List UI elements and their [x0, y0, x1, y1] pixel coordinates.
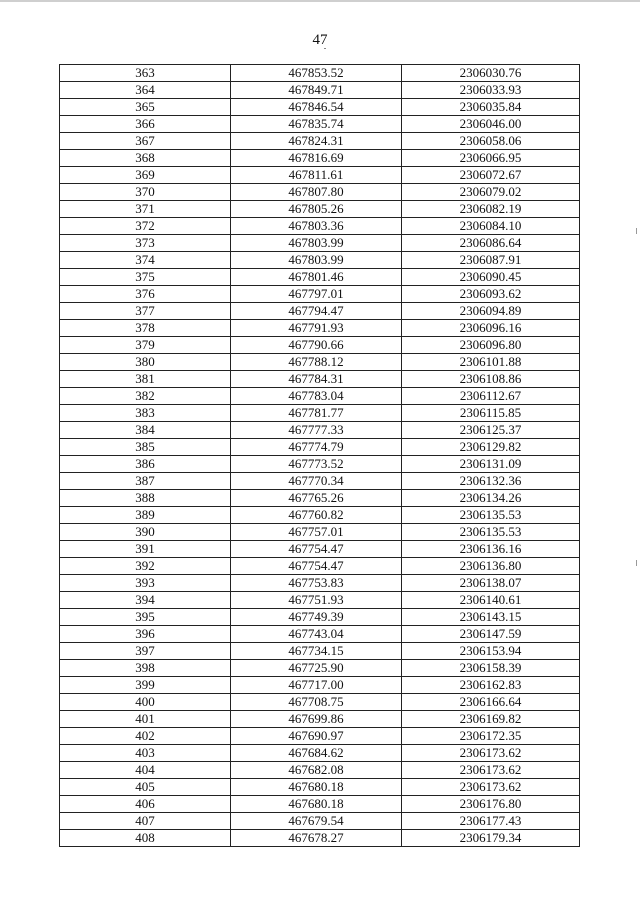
table-row	[60, 252, 580, 269]
y-coordinate-cell: 2306066.95	[402, 150, 580, 167]
point-number-cell: 397	[60, 643, 231, 660]
table-row	[60, 473, 580, 490]
y-coordinate-cell: 2306072.67	[402, 167, 580, 184]
table-row	[60, 354, 580, 371]
point-number-cell: 389	[60, 507, 231, 524]
y-coordinate-cell: 2306033.93	[402, 82, 580, 99]
x-coordinate-cell: 467774.79	[231, 439, 402, 456]
table-row	[60, 762, 580, 779]
table-row	[60, 388, 580, 405]
y-coordinate-cell: 2306169.82	[402, 711, 580, 728]
table-row	[60, 711, 580, 728]
point-number-cell: 380	[60, 354, 231, 371]
y-coordinate-cell: 2306173.62	[402, 762, 580, 779]
x-coordinate-cell: 467784.31	[231, 371, 402, 388]
x-coordinate-cell: 467751.93	[231, 592, 402, 609]
y-coordinate-cell: 2306134.26	[402, 490, 580, 507]
y-coordinate-cell: 2306094.89	[402, 303, 580, 320]
x-coordinate-cell: 467807.80	[231, 184, 402, 201]
y-coordinate-cell: 2306135.53	[402, 507, 580, 524]
table-row	[60, 626, 580, 643]
point-number-cell: 377	[60, 303, 231, 320]
y-coordinate-cell: 2306173.62	[402, 745, 580, 762]
table-row	[60, 830, 580, 847]
point-number-cell: 384	[60, 422, 231, 439]
table-row	[60, 592, 580, 609]
y-coordinate-cell: 2306101.88	[402, 354, 580, 371]
table-row	[60, 558, 580, 575]
x-coordinate-cell: 467678.27	[231, 830, 402, 847]
point-number-cell: 395	[60, 609, 231, 626]
x-coordinate-cell: 467699.86	[231, 711, 402, 728]
point-number-cell: 393	[60, 575, 231, 592]
y-coordinate-cell: 2306179.34	[402, 830, 580, 847]
x-coordinate-cell: 467749.39	[231, 609, 402, 626]
x-coordinate-cell: 467734.15	[231, 643, 402, 660]
x-coordinate-cell: 467757.01	[231, 524, 402, 541]
point-number-cell: 363	[60, 65, 231, 82]
table-row	[60, 133, 580, 150]
y-coordinate-cell: 2306129.82	[402, 439, 580, 456]
scan-edge-mark	[636, 228, 637, 234]
table-row	[60, 167, 580, 184]
point-number-cell: 376	[60, 286, 231, 303]
table-row	[60, 82, 580, 99]
x-coordinate-cell: 467803.99	[231, 235, 402, 252]
table-row	[60, 541, 580, 558]
table-row	[60, 490, 580, 507]
y-coordinate-cell: 2306147.59	[402, 626, 580, 643]
point-number-cell: 378	[60, 320, 231, 337]
point-number-cell: 400	[60, 694, 231, 711]
table-row	[60, 660, 580, 677]
table-row	[60, 116, 580, 133]
y-coordinate-cell: 2306046.00	[402, 116, 580, 133]
x-coordinate-cell: 467754.47	[231, 541, 402, 558]
coordinate-table-body	[60, 65, 580, 847]
x-coordinate-cell: 467783.04	[231, 388, 402, 405]
point-number-cell: 396	[60, 626, 231, 643]
y-coordinate-cell: 2306058.06	[402, 133, 580, 150]
y-coordinate-cell: 2306112.67	[402, 388, 580, 405]
point-number-cell: 379	[60, 337, 231, 354]
x-coordinate-cell: 467684.62	[231, 745, 402, 762]
table-row	[60, 337, 580, 354]
point-number-cell: 375	[60, 269, 231, 286]
point-number-cell: 392	[60, 558, 231, 575]
x-coordinate-cell: 467717.00	[231, 677, 402, 694]
table-row	[60, 65, 580, 82]
y-coordinate-cell: 2306131.09	[402, 456, 580, 473]
x-coordinate-cell: 467708.75	[231, 694, 402, 711]
table-row	[60, 745, 580, 762]
top-edge-line	[0, 0, 640, 2]
point-number-cell: 388	[60, 490, 231, 507]
x-coordinate-cell: 467725.90	[231, 660, 402, 677]
point-number-cell: 406	[60, 796, 231, 813]
x-coordinate-cell: 467777.33	[231, 422, 402, 439]
x-coordinate-cell: 467770.34	[231, 473, 402, 490]
point-number-cell: 401	[60, 711, 231, 728]
table-row	[60, 99, 580, 116]
point-number-cell: 405	[60, 779, 231, 796]
point-number-cell: 402	[60, 728, 231, 745]
y-coordinate-cell: 2306082.19	[402, 201, 580, 218]
page-number: 47	[312, 32, 328, 48]
x-coordinate-cell: 467846.54	[231, 99, 402, 116]
table-row	[60, 269, 580, 286]
point-number-cell: 398	[60, 660, 231, 677]
table-row	[60, 286, 580, 303]
x-coordinate-cell: 467679.54	[231, 813, 402, 830]
x-coordinate-cell: 467682.08	[231, 762, 402, 779]
table-row	[60, 405, 580, 422]
y-coordinate-cell: 2306132.36	[402, 473, 580, 490]
y-coordinate-cell: 2306096.80	[402, 337, 580, 354]
x-coordinate-cell: 467805.26	[231, 201, 402, 218]
point-number-cell: 366	[60, 116, 231, 133]
x-coordinate-cell: 467790.66	[231, 337, 402, 354]
x-coordinate-cell: 467690.97	[231, 728, 402, 745]
point-number-cell: 373	[60, 235, 231, 252]
coordinate-table	[59, 64, 580, 847]
x-coordinate-cell: 467835.74	[231, 116, 402, 133]
y-coordinate-cell: 2306125.37	[402, 422, 580, 439]
y-coordinate-cell: 2306176.80	[402, 796, 580, 813]
scan-speck	[324, 48, 326, 49]
y-coordinate-cell: 2306136.80	[402, 558, 580, 575]
point-number-cell: 365	[60, 99, 231, 116]
x-coordinate-cell: 467788.12	[231, 354, 402, 371]
table-row	[60, 303, 580, 320]
table-row	[60, 320, 580, 337]
x-coordinate-cell: 467773.52	[231, 456, 402, 473]
table-row	[60, 677, 580, 694]
table-row	[60, 779, 580, 796]
y-coordinate-cell: 2306162.83	[402, 677, 580, 694]
y-coordinate-cell: 2306084.10	[402, 218, 580, 235]
y-coordinate-cell: 2306173.62	[402, 779, 580, 796]
scan-edge-mark	[636, 560, 637, 566]
table-row	[60, 524, 580, 541]
y-coordinate-cell: 2306093.62	[402, 286, 580, 303]
y-coordinate-cell: 2306135.53	[402, 524, 580, 541]
table-row	[60, 813, 580, 830]
y-coordinate-cell: 2306166.64	[402, 694, 580, 711]
table-row	[60, 218, 580, 235]
x-coordinate-cell: 467680.18	[231, 779, 402, 796]
x-coordinate-cell: 467753.83	[231, 575, 402, 592]
point-number-cell: 382	[60, 388, 231, 405]
y-coordinate-cell: 2306138.07	[402, 575, 580, 592]
point-number-cell: 372	[60, 218, 231, 235]
point-number-cell: 407	[60, 813, 231, 830]
x-coordinate-cell: 467797.01	[231, 286, 402, 303]
y-coordinate-cell: 2306096.16	[402, 320, 580, 337]
table-row	[60, 371, 580, 388]
point-number-cell: 381	[60, 371, 231, 388]
point-number-cell: 394	[60, 592, 231, 609]
table-row	[60, 609, 580, 626]
x-coordinate-cell: 467803.99	[231, 252, 402, 269]
point-number-cell: 399	[60, 677, 231, 694]
y-coordinate-cell: 2306090.45	[402, 269, 580, 286]
point-number-cell: 408	[60, 830, 231, 847]
y-coordinate-cell: 2306030.76	[402, 65, 580, 82]
y-coordinate-cell: 2306136.16	[402, 541, 580, 558]
table-row	[60, 796, 580, 813]
x-coordinate-cell: 467811.61	[231, 167, 402, 184]
x-coordinate-cell: 467803.36	[231, 218, 402, 235]
x-coordinate-cell: 467853.52	[231, 65, 402, 82]
x-coordinate-cell: 467765.26	[231, 490, 402, 507]
y-coordinate-cell: 2306140.61	[402, 592, 580, 609]
point-number-cell: 369	[60, 167, 231, 184]
table-row	[60, 507, 580, 524]
table-row	[60, 184, 580, 201]
point-number-cell: 368	[60, 150, 231, 167]
table-row	[60, 575, 580, 592]
y-coordinate-cell: 2306158.39	[402, 660, 580, 677]
point-number-cell: 403	[60, 745, 231, 762]
y-coordinate-cell: 2306035.84	[402, 99, 580, 116]
point-number-cell: 370	[60, 184, 231, 201]
y-coordinate-cell: 2306108.86	[402, 371, 580, 388]
x-coordinate-cell: 467754.47	[231, 558, 402, 575]
table-row	[60, 643, 580, 660]
point-number-cell: 404	[60, 762, 231, 779]
point-number-cell: 371	[60, 201, 231, 218]
point-number-cell: 383	[60, 405, 231, 422]
table-row	[60, 694, 580, 711]
x-coordinate-cell: 467794.47	[231, 303, 402, 320]
table-row	[60, 235, 580, 252]
y-coordinate-cell: 2306143.15	[402, 609, 580, 626]
point-number-cell: 386	[60, 456, 231, 473]
x-coordinate-cell: 467824.31	[231, 133, 402, 150]
x-coordinate-cell: 467743.04	[231, 626, 402, 643]
point-number-cell: 387	[60, 473, 231, 490]
y-coordinate-cell: 2306086.64	[402, 235, 580, 252]
x-coordinate-cell: 467801.46	[231, 269, 402, 286]
x-coordinate-cell: 467849.71	[231, 82, 402, 99]
x-coordinate-cell: 467791.93	[231, 320, 402, 337]
y-coordinate-cell: 2306177.43	[402, 813, 580, 830]
x-coordinate-cell: 467760.82	[231, 507, 402, 524]
point-number-cell: 364	[60, 82, 231, 99]
point-number-cell: 367	[60, 133, 231, 150]
table-row	[60, 150, 580, 167]
table-row	[60, 439, 580, 456]
table-row	[60, 201, 580, 218]
y-coordinate-cell: 2306153.94	[402, 643, 580, 660]
x-coordinate-cell: 467680.18	[231, 796, 402, 813]
table-row	[60, 456, 580, 473]
y-coordinate-cell: 2306172.35	[402, 728, 580, 745]
point-number-cell: 385	[60, 439, 231, 456]
point-number-cell: 374	[60, 252, 231, 269]
y-coordinate-cell: 2306115.85	[402, 405, 580, 422]
y-coordinate-cell: 2306087.91	[402, 252, 580, 269]
point-number-cell: 390	[60, 524, 231, 541]
table-row	[60, 728, 580, 745]
table-row	[60, 422, 580, 439]
x-coordinate-cell: 467781.77	[231, 405, 402, 422]
y-coordinate-cell: 2306079.02	[402, 184, 580, 201]
x-coordinate-cell: 467816.69	[231, 150, 402, 167]
point-number-cell: 391	[60, 541, 231, 558]
